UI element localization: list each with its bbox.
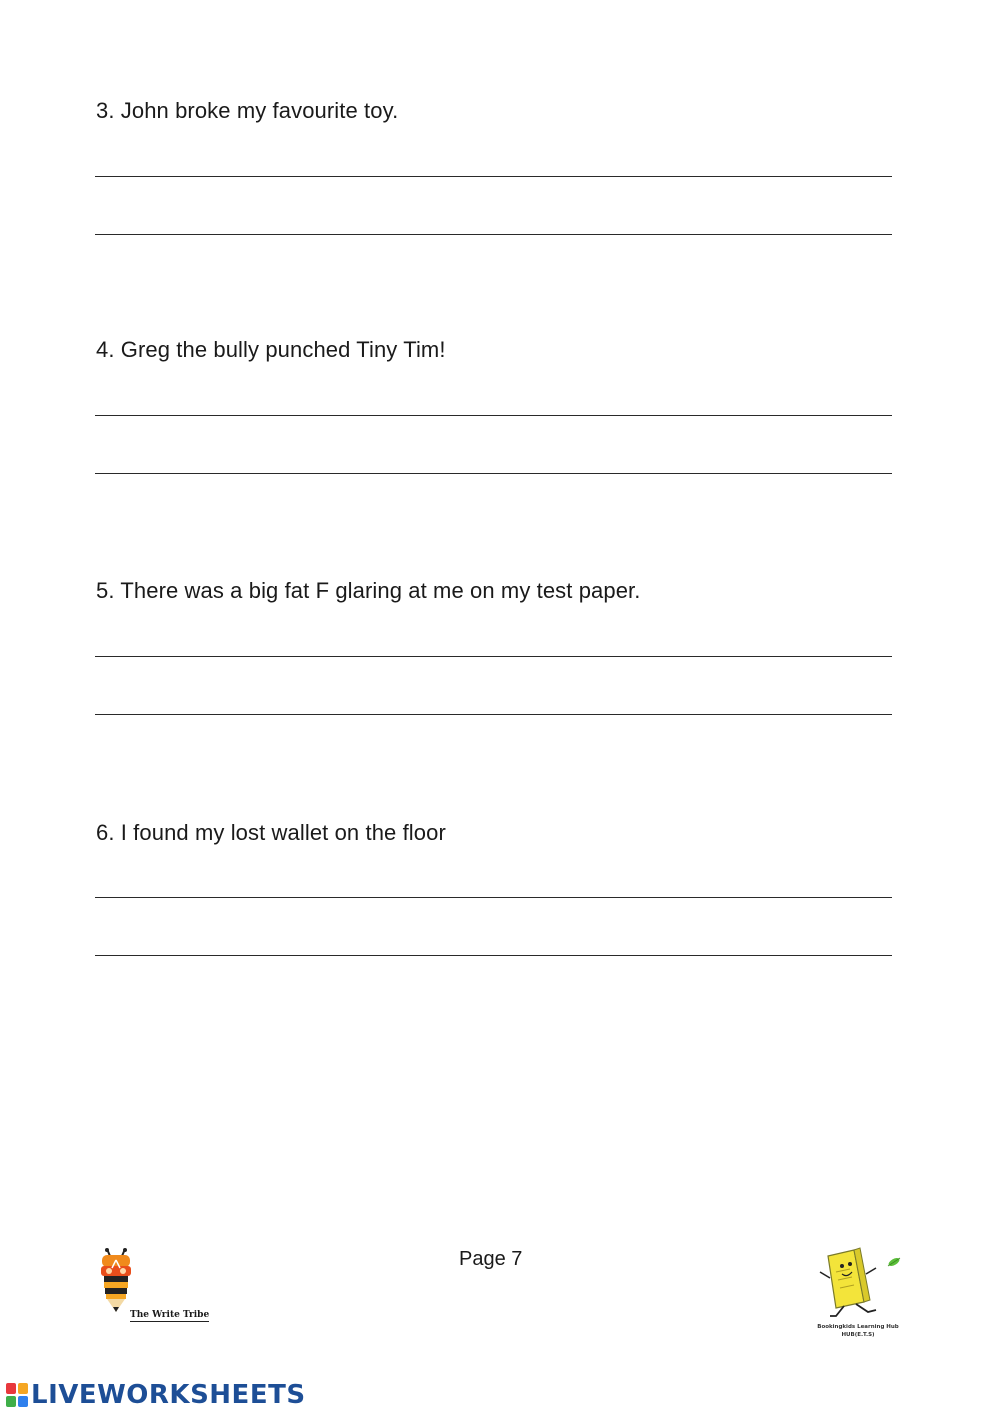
answer-line-4a[interactable] — [95, 415, 892, 416]
answer-line-4b[interactable] — [95, 473, 892, 474]
question-3: 3. John broke my favourite toy. — [96, 98, 399, 123]
liveworksheets-logo-icon — [6, 1383, 28, 1407]
running-book-icon — [806, 1242, 910, 1324]
liveworksheets-brand[interactable] — [6, 1380, 306, 1410]
answer-line-5a[interactable] — [95, 656, 892, 657]
learning-hub-logo — [806, 1242, 910, 1344]
learning-hub-caption-2: HUB(E.T.S) — [841, 1332, 875, 1338]
bee-pencil-icon — [96, 1248, 136, 1314]
answer-line-3a[interactable] — [95, 176, 892, 177]
question-5: 5. There was a big fat F glaring at me on my test paper. — [96, 578, 641, 603]
answer-line-6a[interactable] — [95, 897, 892, 898]
write-tribe-logo — [96, 1248, 208, 1330]
learning-hub-caption-1: Bookingkids Learning Hub — [817, 1324, 899, 1330]
question-6: 6. I found my lost wallet on the floor — [96, 820, 446, 845]
liveworksheets-wordmark: LIVEWORKSHEETS — [31, 1380, 306, 1410]
page-number: Page 7 — [459, 1248, 523, 1270]
answer-line-3b[interactable] — [95, 234, 892, 235]
write-tribe-caption: The Write Tribe — [130, 1310, 210, 1320]
answer-line-5b[interactable] — [95, 714, 892, 715]
answer-line-6b[interactable] — [95, 955, 892, 956]
question-4: 4. Greg the bully punched Tiny Tim! — [96, 337, 446, 362]
